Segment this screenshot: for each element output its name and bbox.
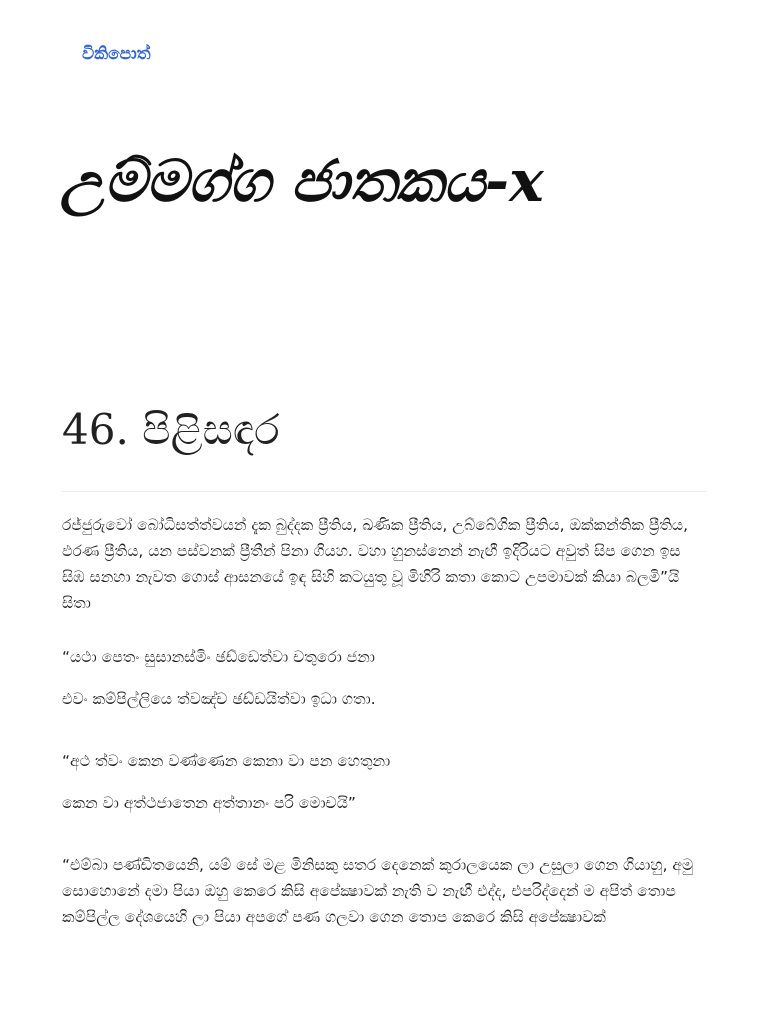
- body-paragraph: “එම්බා පණ්ඩිතයෙනි, යම් සේ මළ මිනිසකු සතර දෙනෙක් කුරාලයෙක ලා උසුලා ගෙන ගියාහු, අමු සොහොනේ දමා පියා ඔහු කෙරෙ කිසි අපේක්‍ෂාවක් නැති ව නැඟී එද්ද, එපරිද්දෙන් ම අපිත් තොප කම්පිල්ල දේශයෙහි ලා පියා අපගේ පණ ගලවා ගෙන තොප කෙරෙ කිසි අපේක්‍ෂාවක්: [62, 856, 694, 926]
- section-divider: [62, 491, 706, 492]
- site-name-link[interactable]: විකිපොත්: [82, 44, 151, 64]
- verse-line-2: එවං කම්පිල්ලියෙ ත්වඤ්ච ඡඩ්ඩයිත්වා ඉධා ගතා.: [62, 690, 376, 708]
- chapter-title: 46. පිළිසඳර: [62, 405, 280, 454]
- verse-line-3: “අථ ත්වං කෙන වණ්ණෙන කෙනා වා පන හෙතුනා: [62, 752, 391, 770]
- verse-line-4: කෙන වා අත්ථජාතෙන අත්තානං පරි මොචයි”: [62, 794, 356, 812]
- intro-paragraph: රජ්ජුරුවෝ බෝධිසත්ත්වයන් දැක බුද්දක ප්‍රීතිය, ඛණික ප්‍රීතිය, උබ්බේගික ප්‍රීතිය, ඔක්කන්තික ප්‍රීතිය, ඵරණ ප්‍රීතිය, යන පස්වනක් ප්‍රීතීන් පිනා ගියහ. වහා හුනස්නෙන් නැඟී ඉදිරියට අවුත් සිප ගෙන ඉස සිඹ සනහා නැවත ගොස් ආසනයේ ඉඳ සිහි කටයුතු වූ මිහිරි කතා කොට උපමාවක් කියා බලමි”යි සිතා: [62, 516, 689, 612]
- chapter-content: [62, 512, 706, 930]
- verse-line-1: “යථා පෙතං සුසානස්මිං ඡඩ්ඩෙත්වා චතුරො ජනා: [62, 648, 375, 666]
- book-title: උම්මග්ග ජාතකය-x: [60, 147, 544, 215]
